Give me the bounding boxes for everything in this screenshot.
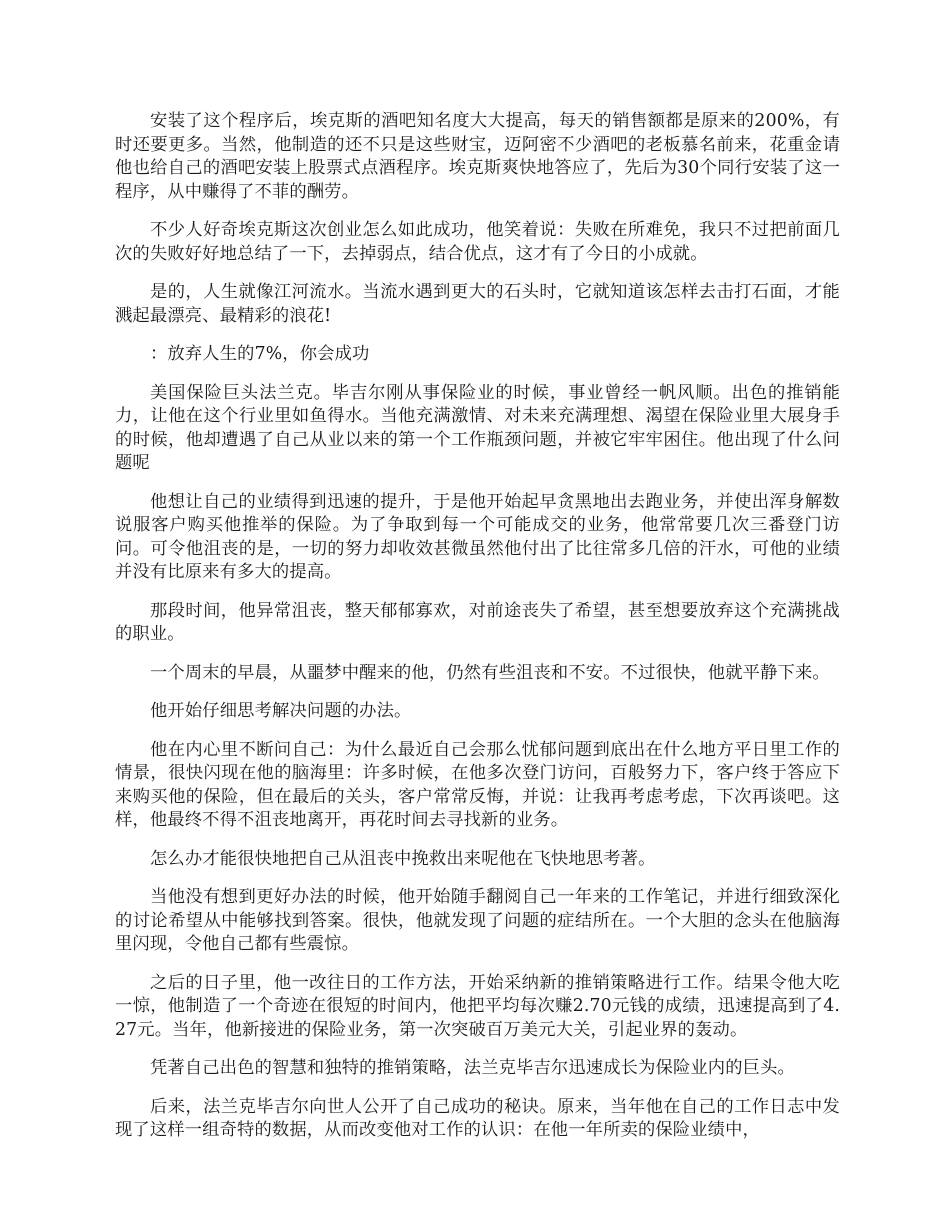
paragraph: 他想让自己的业绩得到迅速的提升，于是他开始起早贪黑地出去跑业务，并使出浑身解数说服客户购买他推举的保险。为了争取到每一个可能成交的业务，他常常要几次三番登门访问。可令他沮丧的是，一切的努力却收效甚微虽然他付出了比往常多几倍的汗水，可他的业绩并没有比原来有多大的提高。 — [115, 491, 840, 582]
paragraph: 是的，人生就像江河流水。当流水遇到更大的石头时，它就知道该怎样去击打石面，才能溅起最漂亮、最精彩的浪花! — [115, 282, 840, 326]
paragraph: 一个周末的早晨，从噩梦中醒来的他，仍然有些沮丧和不安。不过很快，他就平静下来。 — [150, 662, 830, 683]
paragraph: 不少人好奇埃克斯这次创业怎么如此成功，他笑着说：失败在所难免，我只不过把前面几次的失败好好地总结了一下，去掉弱点，结合优点，这才有了今日的小成就。 — [115, 220, 840, 264]
paragraph: 凭著自己出色的智慧和独特的推销策略，法兰克毕吉尔迅速成长为保险业内的巨头。 — [150, 1058, 795, 1078]
paragraph: 当他没有想到更好办法的时候，他开始随手翻阅自己一年来的工作笔记，并进行细致深化的讨论希望从中能够找到答案。很快，他就发现了问题的症结所在。一个大胆的念头在他脑海里闪现，令他自己都有些震惊。 — [115, 887, 840, 954]
paragraph: 之后的日子里，他一改往日的工作方法，开始采纳新的推销策略进行工作。结果令他大吃一惊，他制造了一个奇迹在很短的时间内，他把平均每次赚2.70元钱的成绩，迅速提高到了4.27元。当年，他新接进的保险业务，第一次突破百万美元大关，引起业界的轰动。 — [115, 972, 840, 1040]
paragraph: 他在内心里不断问自己：为什么最近自己会那么忧郁问题到底出在什么地方平日里工作的情景，很快闪现在他的脑海里：许多时候，在他多次登门访问，百般努力下，客户终于答应下来购买他的保险，但在最后的关头，客户常常反悔，并说：让我再考虑考虑，下次再谈吧。这样，他最终不得不沮丧地离开，再花时间去寻找新的业务。 — [115, 739, 840, 830]
paragraph: 那段时间，他异常沮丧，整天郁郁寡欢，对前途丧失了希望，甚至想要放弃这个充满挑战的职业。 — [115, 600, 840, 644]
paragraph: 怎么办才能很快地把自己从沮丧中挽救出来呢他在飞快地思考著。 — [150, 848, 656, 869]
paragraph: 他开始仔细思考解决问题的办法。 — [150, 701, 412, 721]
paragraph: 后来，法兰克毕吉尔向世人公开了自己成功的秘诀。原来，当年他在自己的工作日志中发现了这样一组奇特的数据，从而改变他对工作的认识：在他一年所卖的保险业绩中， — [115, 1096, 840, 1140]
paragraph: 美国保险巨头法兰克。毕吉尔刚从事保险业的时候，事业曾经一帆风顺。出色的推销能力，让他在这个行业里如鱼得水。当他充满激情、对未来充满理想、渴望在保险业里大展身手的时候，他却遭遇了自己从业以来的第一个工作瓶颈问题，并被它牢牢困住。他出现了什么问题呢 — [115, 382, 840, 473]
section-heading: ：放弃人生的7%，你会成功 — [150, 344, 370, 364]
paragraph: 安装了这个程序后，埃克斯的酒吧知名度大大提高，每天的销售额都是原来的200%，有时还要更多。当然，他制造的还不只是这些财宝，迈阿密不少酒吧的老板慕名前来，花重金请他也给自己的酒吧安装上股票式点酒程序。埃克斯爽快地答应了，先后为30个同行安装了这一程序，从中赚得了不菲的酬劳。 — [115, 111, 840, 202]
